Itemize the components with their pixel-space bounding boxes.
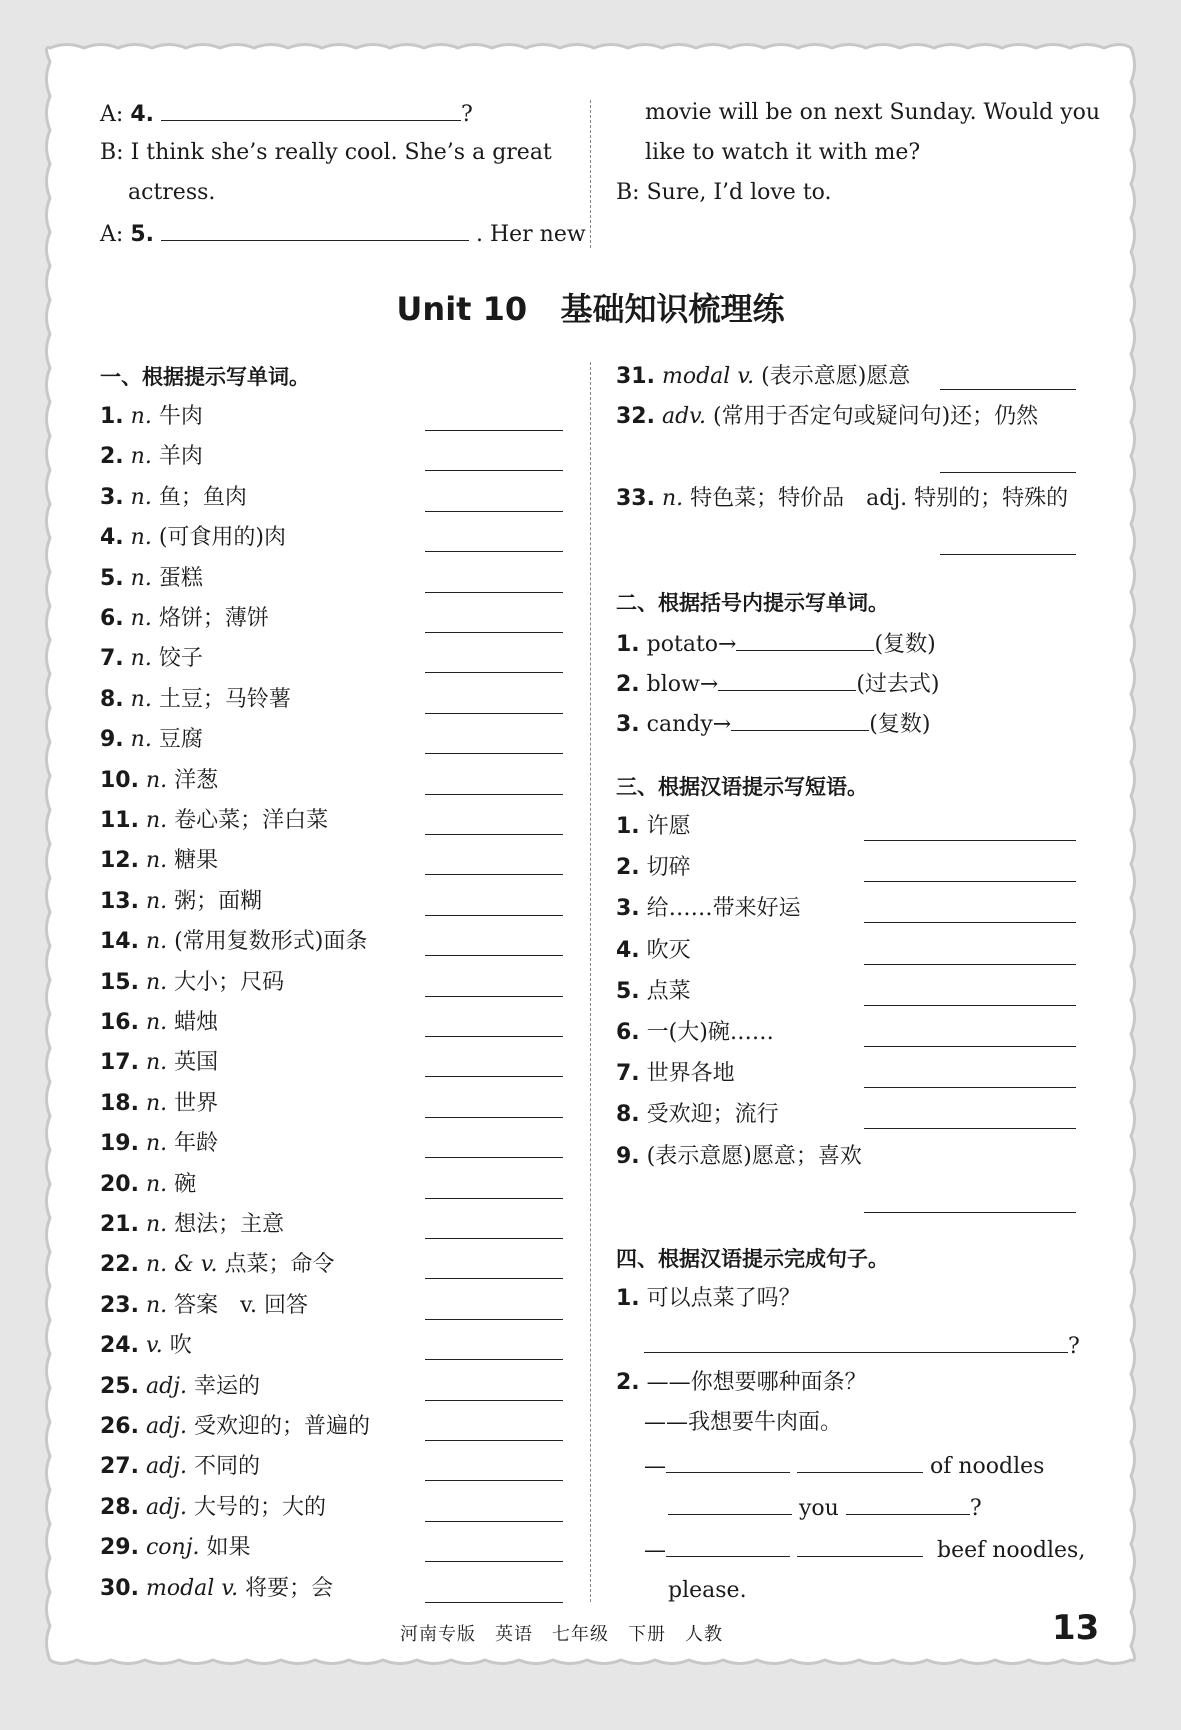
vocab-item: 2. n. 羊肉 [100,444,203,470]
vocab-item: 24. v. 吹 [100,1333,192,1359]
answer-blank[interactable] [425,713,563,714]
phrase-item: 5. 点菜 [616,978,691,1004]
phrase-item: 9. (表示意愿)愿意；喜欢 [616,1143,862,1169]
answer-blank[interactable] [425,955,563,956]
dialogue-right-3: B: Sure, I’d love to. [616,180,832,205]
vocab-item: 22. n. & v. 点菜；命令 [100,1252,335,1278]
sentence-q2-answer-1: — of noodles [644,1450,1044,1482]
page-number: 13 [1052,1608,1100,1648]
vocab-item: 14. n. (常用复数形式)面条 [100,929,368,955]
dialogue-line-b: B: I think she’s really cool. She’s a great [100,140,552,165]
phrase-item: 3. 给……带来好运 [616,896,801,922]
answer-blank[interactable] [864,1087,1076,1088]
answer-blank[interactable] [425,1319,563,1320]
vocab-item: 5. n. 蛋糕 [100,565,203,591]
answer-blank[interactable] [797,1534,923,1557]
phrase-item: 2. 切碎 [616,855,691,881]
answer-blank[interactable] [425,551,563,552]
answer-blank[interactable] [425,834,563,835]
vocab-item: 1. n. 牛肉 [100,404,203,429]
sentence-q2-please: please. [668,1578,747,1603]
vocab-item: 23. n. 答案 v. 回答 [100,1292,308,1318]
vocab-item: 28. adj. 大号的；大的 [100,1494,327,1520]
answer-blank[interactable] [940,554,1076,555]
answer-blank[interactable] [425,1076,563,1077]
vocab-item: 18. n. 世界 [100,1090,219,1116]
answer-blank[interactable] [425,430,563,431]
answer-blank[interactable] [425,1359,563,1360]
answer-blank[interactable] [425,1521,563,1522]
answer-blank[interactable] [425,915,563,916]
answer-blank[interactable] [864,1046,1076,1047]
phrase-item: 6. 一(大)碗…… [616,1020,774,1045]
sentence-q2: 2. ——你想要哪种面条？ [616,1370,867,1395]
answer-blank[interactable] [425,794,563,795]
phrase-item: 4. 吹灭 [616,937,691,963]
answer-blank[interactable] [864,881,1076,882]
vocab-item: 6. n. 烙饼；薄饼 [100,606,269,631]
answer-blank[interactable] [864,1005,1076,1006]
answer-blank[interactable] [425,1157,563,1158]
answer-blank[interactable] [864,1212,1076,1213]
answer-blank[interactable] [736,628,874,651]
answer-blank[interactable] [846,1492,970,1515]
vocab-item-33: 33. n. 特色菜；特价品 adj. 特别的；特殊的 [616,486,1069,511]
answer-blank[interactable] [864,840,1076,841]
vocab-item: 16. n. 蜡烛 [100,1010,219,1035]
unit-title: Unit 10 基础知识梳理练 [396,290,785,328]
vocab-item: 20. n. 碗 [100,1171,197,1197]
answer-blank[interactable] [425,1117,563,1118]
vocab-item: 15. n. 大小；尺码 [100,969,285,995]
answer-blank[interactable] [644,1330,1068,1353]
vocab-item-32: 32. adv. (常用于否定句或疑问句)还；仍然 [616,404,1039,429]
answer-blank[interactable] [718,668,856,691]
answer-blank[interactable] [864,1128,1076,1129]
answer-blank[interactable] [864,922,1076,923]
answer-blank[interactable] [425,1198,563,1199]
vocab-item-31: 31. modal v. (表示意愿)愿意 [616,364,911,389]
section4-heading: 四、根据汉语提示完成句子。 [616,1247,889,1271]
vocab-item: 7. n. 饺子 [100,646,203,672]
answer-blank[interactable] [161,218,469,241]
answer-blank[interactable] [940,389,1076,390]
sentence-q1-answer: ? [644,1330,1080,1362]
answer-blank[interactable] [425,592,563,593]
dialogue-line-a4: A: 4. ? [100,98,473,130]
answer-blank[interactable] [425,672,563,673]
vocab-item: 4. n. (可食用的)肉 [100,525,287,551]
answer-blank[interactable] [425,1036,563,1037]
answer-blank[interactable] [425,1238,563,1239]
dialogue-right-1: movie will be on next Sunday. Would you [645,100,1101,125]
answer-blank[interactable] [425,1602,563,1603]
vocab-item: 27. adj. 不同的 [100,1454,261,1480]
answer-blank[interactable] [425,1400,563,1401]
vocab-item: 10. n. 洋葱 [100,767,219,793]
answer-blank[interactable] [731,708,869,731]
vocab-item: 26. adj. 受欢迎的；普遍的 [100,1414,371,1439]
section2-item-1: 1. potato→ (复数) [616,628,936,660]
phrase-item: 7. 世界各地 [616,1061,735,1087]
phrase-item: 1. 许愿 [616,814,691,839]
vocab-item: 17. n. 英国 [100,1050,219,1076]
dialogue-line-actress: actress. [128,180,216,205]
vocab-item: 30. modal v. 将要；会 [100,1575,334,1601]
sentence-q2-answer-2: you ? [668,1492,982,1524]
answer-blank[interactable] [425,1480,563,1481]
answer-blank[interactable] [425,996,563,997]
answer-blank[interactable] [425,1561,563,1562]
answer-blank[interactable] [940,472,1076,473]
sentence-q2-answer-3: — beef noodles, [644,1534,1085,1566]
footer-text: 河南专版 英语 七年级 下册 人教 [400,1624,723,1645]
vocab-item: 29. conj. 如果 [100,1535,251,1561]
answer-blank[interactable] [425,632,563,633]
section2-item-2: 2. blow→ (过去式) [616,668,939,700]
vocab-item: 12. n. 糖果 [100,848,219,874]
answer-blank[interactable] [797,1450,923,1473]
section3-heading: 三、根据汉语提示写短语。 [616,775,868,799]
phrase-item: 8. 受欢迎；流行 [616,1102,779,1128]
section2-heading: 二、根据括号内提示写单词。 [616,591,889,615]
sentence-q1: 1. 可以点菜了吗？ [616,1286,801,1311]
dialogue-right-2: like to watch it with me? [645,140,921,165]
sentence-q2-line2: ——我想要牛肉面。 [644,1410,843,1435]
answer-blank[interactable] [425,470,563,471]
section2-item-3: 3. candy→ (复数) [616,708,930,740]
answer-blank[interactable] [425,874,563,875]
answer-blank[interactable] [864,964,1076,965]
column-divider [590,100,591,248]
vocab-item: 13. n. 粥；面糊 [100,888,263,914]
vocab-item: 3. n. 鱼；鱼肉 [100,484,247,510]
answer-blank[interactable] [666,1450,790,1473]
answer-blank[interactable] [425,753,563,754]
vocab-item: 19. n. 年龄 [100,1131,219,1157]
answer-blank[interactable] [161,98,461,121]
answer-blank[interactable] [425,1278,563,1279]
vocab-item: 9. n. 豆腐 [100,727,203,753]
answer-blank[interactable] [666,1534,790,1557]
vocab-item: 21. n. 想法；主意 [100,1212,285,1237]
answer-blank[interactable] [425,511,563,512]
column-divider [590,362,591,1602]
vocab-item: 8. n. 土豆；马铃薯 [100,686,291,712]
dialogue-line-a5: A: 5. . Her new [100,218,586,250]
answer-blank[interactable] [425,1440,563,1441]
vocab-item: 11. n. 卷心菜；洋白菜 [100,808,329,833]
vocab-item: 25. adj. 幸运的 [100,1373,261,1399]
section1-heading: 一、根据提示写单词。 [100,365,310,389]
answer-blank[interactable] [668,1492,792,1515]
